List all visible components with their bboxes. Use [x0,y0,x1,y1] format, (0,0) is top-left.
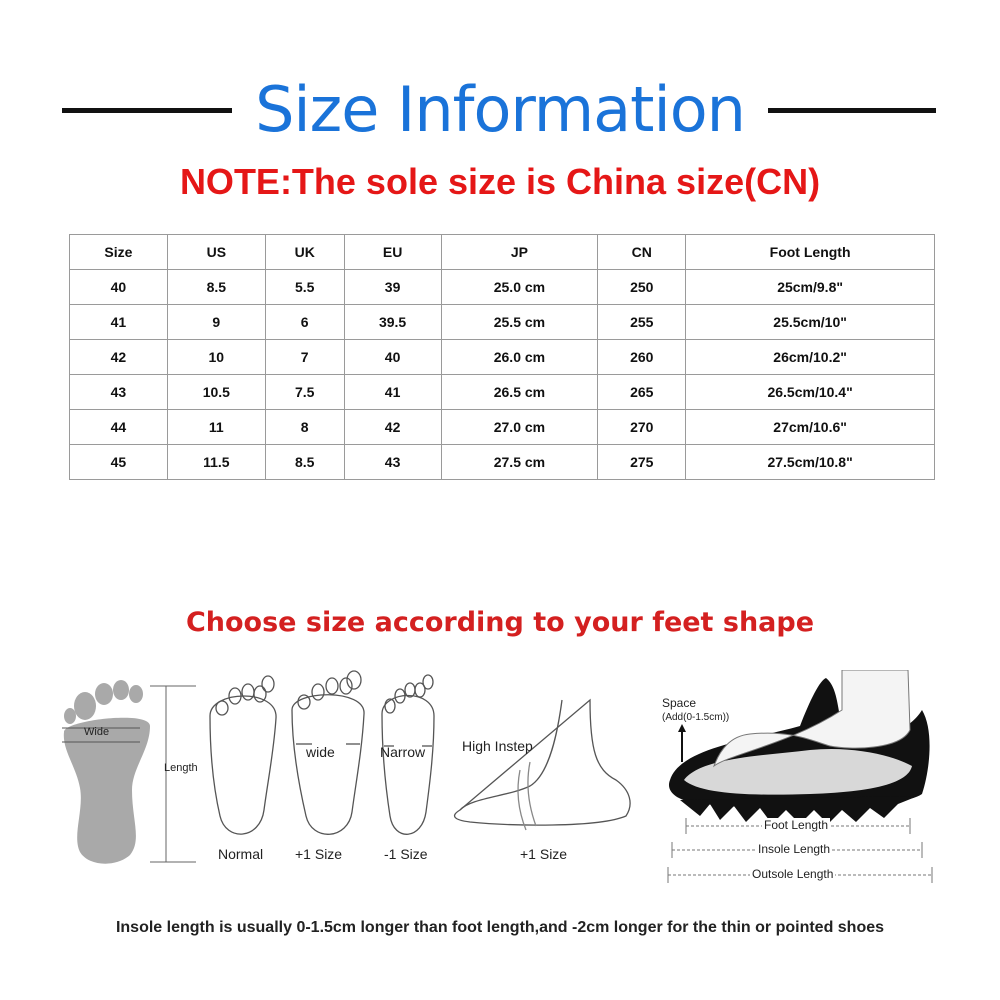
foot-length-label: Foot Length [764,818,829,832]
table-cell: 255 [598,305,686,340]
table-cell: 265 [598,375,686,410]
space-sub-label: (Add(0-1.5cm)) [662,712,730,723]
table-cell: 43 [70,375,168,410]
table-cell: 5.5 [265,270,344,305]
shape-caption-wide: +1 Size [295,846,343,862]
column-header: EU [344,235,441,270]
table-cell: 26cm/10.2" [686,340,935,375]
table-cell: 39.5 [344,305,441,340]
column-header: UK [265,235,344,270]
table-cell: 25.0 cm [441,270,598,305]
wide-label: Wide [84,726,110,738]
instep-label: High Instep [462,738,533,754]
table-cell: 8 [265,410,344,445]
table-cell: 275 [598,445,686,480]
table-cell: 42 [70,340,168,375]
feet-illustrations [50,670,950,900]
table-row [70,305,935,340]
length-label: Length [164,762,198,774]
table-cell: 25.5cm/10" [686,305,935,340]
table-cell: 27.5 cm [441,445,598,480]
title-divider-left [62,108,232,113]
table-cell: 7 [265,340,344,375]
shape-caption-narrow: -1 Size [384,846,428,862]
feet-shape-guide [50,670,950,900]
table-cell: 6 [265,305,344,340]
table-cell: 9 [167,305,265,340]
table-cell: 45 [70,445,168,480]
table-cell: 44 [70,410,168,445]
table-cell: 10.5 [167,375,265,410]
table-cell: 8.5 [265,445,344,480]
table-cell: 7.5 [265,375,344,410]
space-label: Space [662,696,697,710]
table-cell: 27.0 cm [441,410,598,445]
size-table [69,234,935,480]
instep-caption: +1 Size [520,846,568,862]
sole-size-note: NOTE:The sole size is China size(CN) [179,161,821,202]
high-instep-foot-icon [455,700,631,830]
column-header: US [167,235,265,270]
normal-foot-icon [210,676,276,834]
column-header: Foot Length [686,235,935,270]
table-row [70,375,935,410]
table-cell: 42 [344,410,441,445]
table-cell: 250 [598,270,686,305]
table-row [70,410,935,445]
table-row [70,340,935,375]
column-header: CN [598,235,686,270]
outsole-length-label: Outsole Length [752,867,834,881]
shape-caption-normal: Normal [218,846,264,862]
table-cell: 39 [344,270,441,305]
table-cell: 26.5 cm [441,375,598,410]
table-cell: 25cm/9.8" [686,270,935,305]
title-row [0,70,1000,150]
title-divider-right [768,108,936,113]
footprint-icon [64,680,150,864]
column-header: JP [441,235,598,270]
table-cell: 260 [598,340,686,375]
insole-length-label: Insole Length [758,842,831,856]
table-row [70,270,935,305]
table-cell: 43 [344,445,441,480]
insole-note: Insole length is usually 0-1.5cm longer than foot length,and -2cm longer for the thin or pointed shoes [115,919,885,936]
shape-label-wide: wide [306,744,335,760]
table-cell: 27.5cm/10.8" [686,445,935,480]
table-cell: 270 [598,410,686,445]
guide-heading: Choose size according to your feet shape [185,607,815,638]
table-cell: 8.5 [167,270,265,305]
shoe-diagram-icon [669,670,930,824]
table-cell: 25.5 cm [441,305,598,340]
table-cell: 27cm/10.6" [686,410,935,445]
table-cell: 26.5cm/10.4" [686,375,935,410]
table-cell: 40 [344,340,441,375]
shape-label-narrow: Narrow [380,744,426,760]
table-header-row [70,235,935,270]
table-cell: 41 [344,375,441,410]
table-cell: 41 [70,305,168,340]
table-row [70,445,935,480]
table-cell: 11.5 [167,445,265,480]
table-body [70,270,935,480]
table-cell: 26.0 cm [441,340,598,375]
column-header: Size [70,235,168,270]
page-title: Size Information [255,73,745,146]
table-cell: 11 [167,410,265,445]
table-cell: 40 [70,270,168,305]
table-cell: 10 [167,340,265,375]
